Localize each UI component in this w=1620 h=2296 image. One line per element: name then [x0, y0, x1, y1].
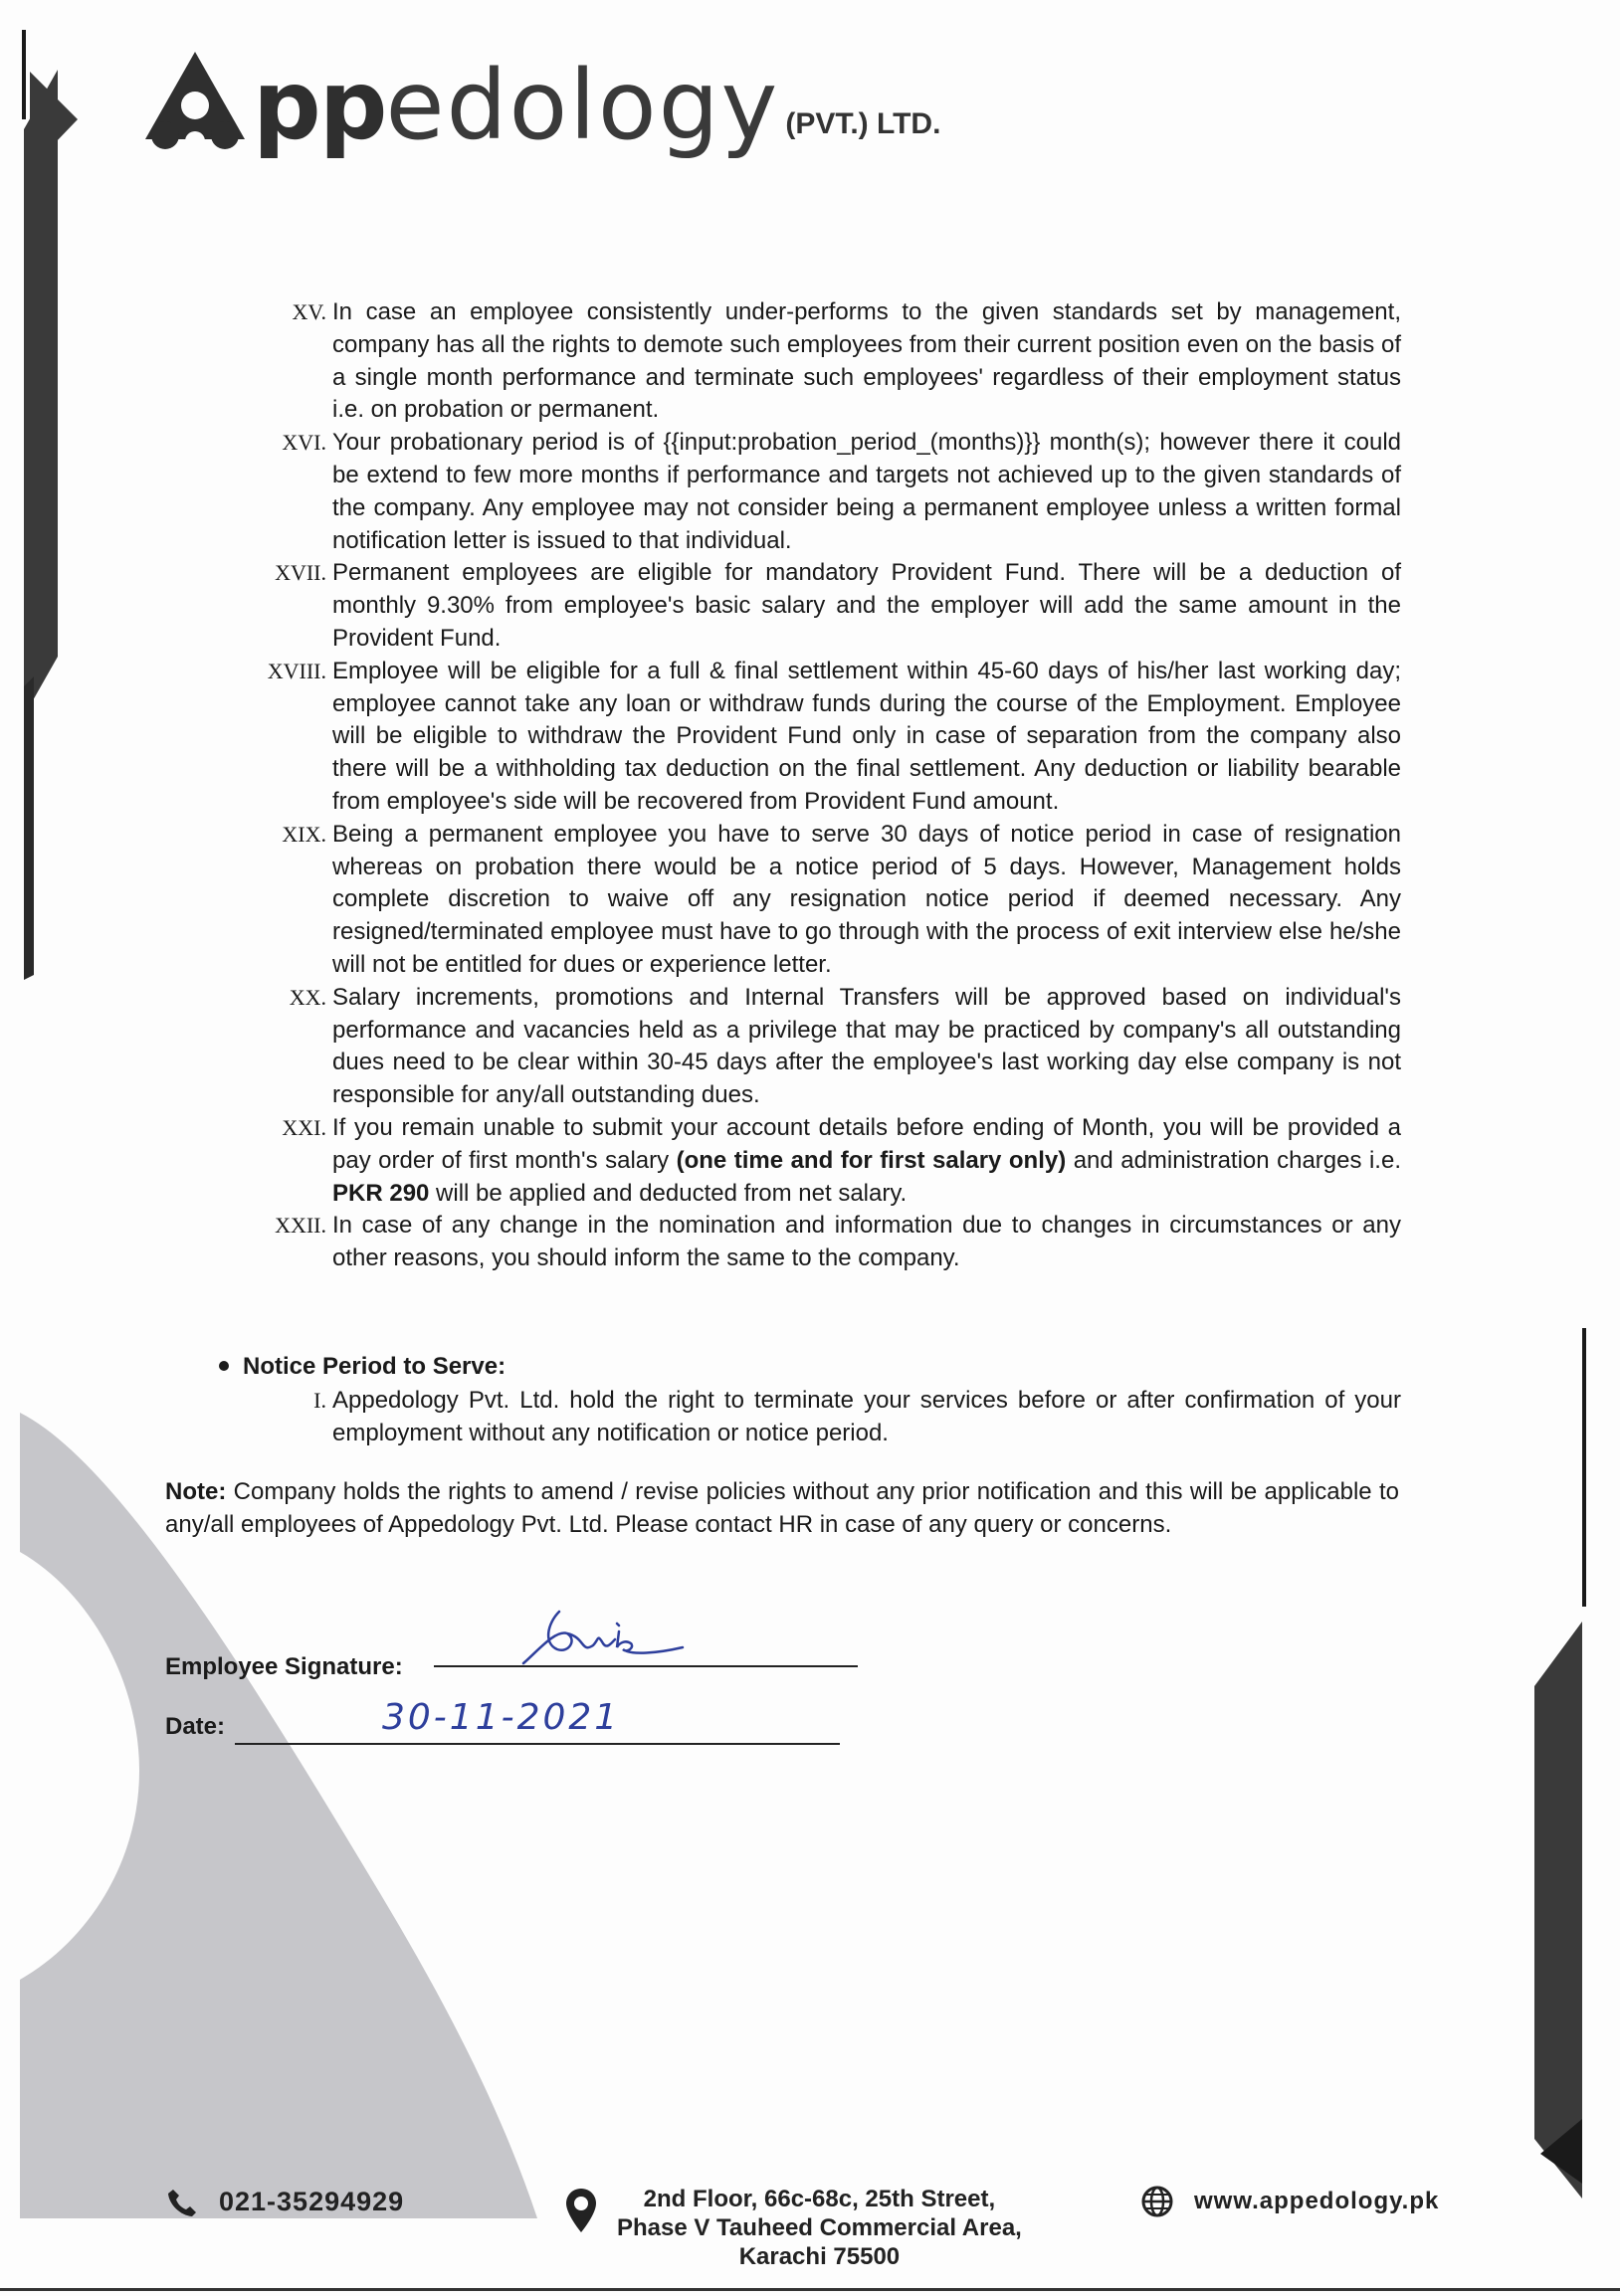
date-label: Date: — [165, 1713, 226, 1740]
term-text-part: If you remain unable to submit your account details before ending of Month, you will be provided a pay order of first month's salary — [332, 1113, 1401, 1174]
logo-text-bold: pp — [253, 50, 386, 161]
term-text: Your probationary period is of {{input:probation_period_(months)}} month(s); however there it could be extend to few more months if performance and targets not achieved up to the given standards of the company. Any employee may not consider being a permanent employee unless a written formal notification letter is issued to that individual. — [332, 429, 1401, 554]
footer-phone — [167, 2187, 404, 2217]
term-number: XV. — [292, 299, 326, 324]
term-text — [332, 1112, 1401, 1210]
appedology-logo-icon — [141, 48, 249, 153]
term-number: XX. — [289, 984, 326, 1010]
term-text: Employee will be eligible for a full & final settlement within 45-60 days of his/her last working day; employee cannot take any loan or withdraw funds during the course of the Employment. Employee will be eligible to withdraw the Provident Fund only in case of separation from the company also there will be a withholding tax deduction on the final settlement. Any deduction or liability bearable from employee's side will be recovered from Provident Fund amount. — [332, 657, 1401, 815]
notice-text: Appedology Pvt. Ltd. hold the right to terminate your services before or after confirmation of your employment without any notification or notice period. — [332, 1387, 1401, 1446]
footer-address — [563, 2185, 1022, 2270]
term-text: In case of any change in the nomination and information due to changes in circumstances or any other reasons, you should inform the same to the company. — [332, 1212, 1401, 1272]
bullet-icon — [219, 1361, 229, 1371]
note-text: Company holds the rights to amend / revise policies without any prior notification and this will be applicable to any/all employees of Appedology Pvt. Ltd. Please contact HR in case of any query or concerns. — [165, 1478, 1399, 1538]
term-number: XIX. — [282, 821, 326, 847]
term-text-part: will be applied and deducted from net salary. — [429, 1179, 908, 1207]
address-line-1: 2nd Floor, 66c-68c, 25th Street, — [643, 2186, 996, 2212]
location-pin-icon — [563, 2187, 599, 2236]
term-item — [249, 1210, 1401, 1275]
notice-item — [249, 1385, 1401, 1450]
phone-number: 021-35294929 — [219, 2187, 405, 2216]
globe-icon — [1140, 2185, 1174, 2218]
date-line — [235, 1743, 840, 1745]
term-number: XXI. — [282, 1114, 326, 1140]
logo-suffix: (PVT.) LTD. — [785, 107, 941, 140]
term-text: Being a permanent employee you have to serve 30 days of notice period in case of resignation whereas on probation there would be a notice period of 5 days. However, Management holds complete discretion to waive off any resignation notice period if deemed necessary. Any resigned/terminated employee must have to go through with the process of exit interview else he/she will not be entitled for dues or experience letter. — [332, 820, 1401, 978]
notice-list — [249, 1385, 1401, 1450]
term-number: XVI. — [282, 430, 326, 456]
note-label: Note: — [165, 1478, 227, 1505]
term-item — [249, 819, 1401, 982]
term-item — [249, 982, 1401, 1112]
note-paragraph — [165, 1476, 1399, 1541]
term-text-bold: PKR 290 — [332, 1179, 430, 1207]
term-text: Permanent employees are eligible for mandatory Provident Fund. There will be a deduction of monthly 9.30% from employee's basic salary and the employer will add the same amount in the Provident Fund. — [332, 559, 1401, 652]
footer-website — [1140, 2185, 1439, 2218]
notice-heading-text: Notice Period to Serve: — [243, 1353, 506, 1380]
term-item — [249, 656, 1401, 819]
term-item — [249, 427, 1401, 557]
left-dark-bar-lower — [24, 676, 34, 980]
term-item — [249, 296, 1401, 427]
term-text-part: and administration charges i.e. — [1066, 1146, 1401, 1174]
logo-text-light: edology — [385, 50, 780, 161]
notice-heading — [219, 1351, 506, 1383]
terms-list — [249, 296, 1401, 1275]
term-text: In case an employee consistently under-performs to the given standards set by management, company has all the rights to demote such employees from their current position even on the basis of a single month performance and terminate such employees' regardless of their employment status i.e. on probation or permanent. — [332, 298, 1401, 424]
date-value: 30-11-2021 — [382, 1697, 621, 1738]
term-item — [249, 557, 1401, 655]
address-line-2: Phase V Tauheed Commercial Area, — [617, 2214, 1022, 2241]
notice-number: I. — [313, 1388, 326, 1413]
term-text-bold: (one time and for first salary only) — [676, 1146, 1067, 1174]
company-logo — [141, 48, 941, 161]
term-text: Salary increments, promotions and Internal Transfers will be approved based on individual's performance and vacancies held as a privilege that may be practiced by company's all outstanding dues need to be clear within 30-45 days after the employee's last working day else company is not responsible for any/all outstanding dues. — [332, 983, 1401, 1109]
phone-icon — [167, 2188, 197, 2217]
website-link[interactable]: www.appedology.pk — [1194, 2188, 1440, 2214]
term-item — [249, 1112, 1401, 1210]
term-number: XXII. — [275, 1213, 326, 1239]
left-dark-bar — [24, 70, 58, 716]
term-number: XVIII. — [267, 658, 326, 683]
right-dark-bar — [1534, 1622, 1582, 2199]
term-number: XVII. — [275, 560, 326, 586]
address-line-3: Karachi 75500 — [738, 2243, 901, 2270]
employee-signature-image — [507, 1604, 697, 1683]
employee-signature-label: Employee Signature: — [165, 1653, 403, 1680]
